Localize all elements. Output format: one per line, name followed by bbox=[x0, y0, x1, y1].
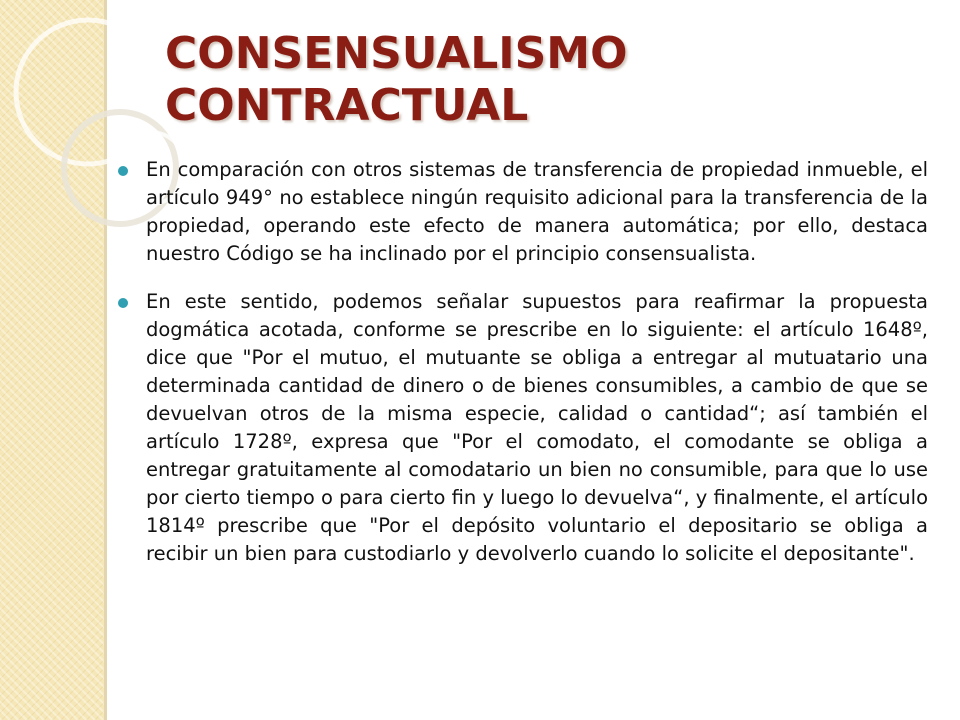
decorative-ring-large bbox=[16, 20, 160, 164]
bullet-dot-icon bbox=[118, 298, 128, 308]
bullet-list bbox=[118, 156, 928, 588]
bullet-text: En comparación con otros sistemas de transferencia de propiedad inmueble, el artículo 949° no establece ningún requisito adicional para la transferencia de la propiedad, operando este efecto de manera automática; por ello, destaca nuestro Código se ha inclinado por el principio consensualista. bbox=[146, 158, 928, 265]
bullet-text: En este sentido, podemos señalar supuestos para reafirmar la propuesta dogmática acotada, conforme se prescribe en lo siguiente: el artículo 1648º, dice que "Por el mutuo, el mutuante se obliga a entregar al mutuatario una determinada cantidad de dinero o de bienes consumibles, a cambio de que se devuelvan otros de la misma especie, calidad o cantidad“; así también el artículo 1728º, expresa que "Por el comodato, el comodante se obliga a entregar gratuitamente al comodatario un bien no consumible, para que lo use por cierto tiempo o para cierto fin y luego lo devuelva“, y finalmente, el artículo 1814º prescribe que "Por el depósito voluntario el depositario se obliga a recibir un bien para custodiarlo y devolverlo cuando lo solicite el depositante". bbox=[146, 290, 928, 565]
list-item bbox=[118, 156, 928, 268]
page-title bbox=[165, 28, 925, 132]
list-item bbox=[118, 288, 928, 568]
title-line-2: CONTRACTUAL bbox=[165, 80, 529, 131]
title-line-1: CONSENSUALISMO bbox=[165, 28, 628, 79]
bullet-dot-icon bbox=[118, 166, 128, 176]
